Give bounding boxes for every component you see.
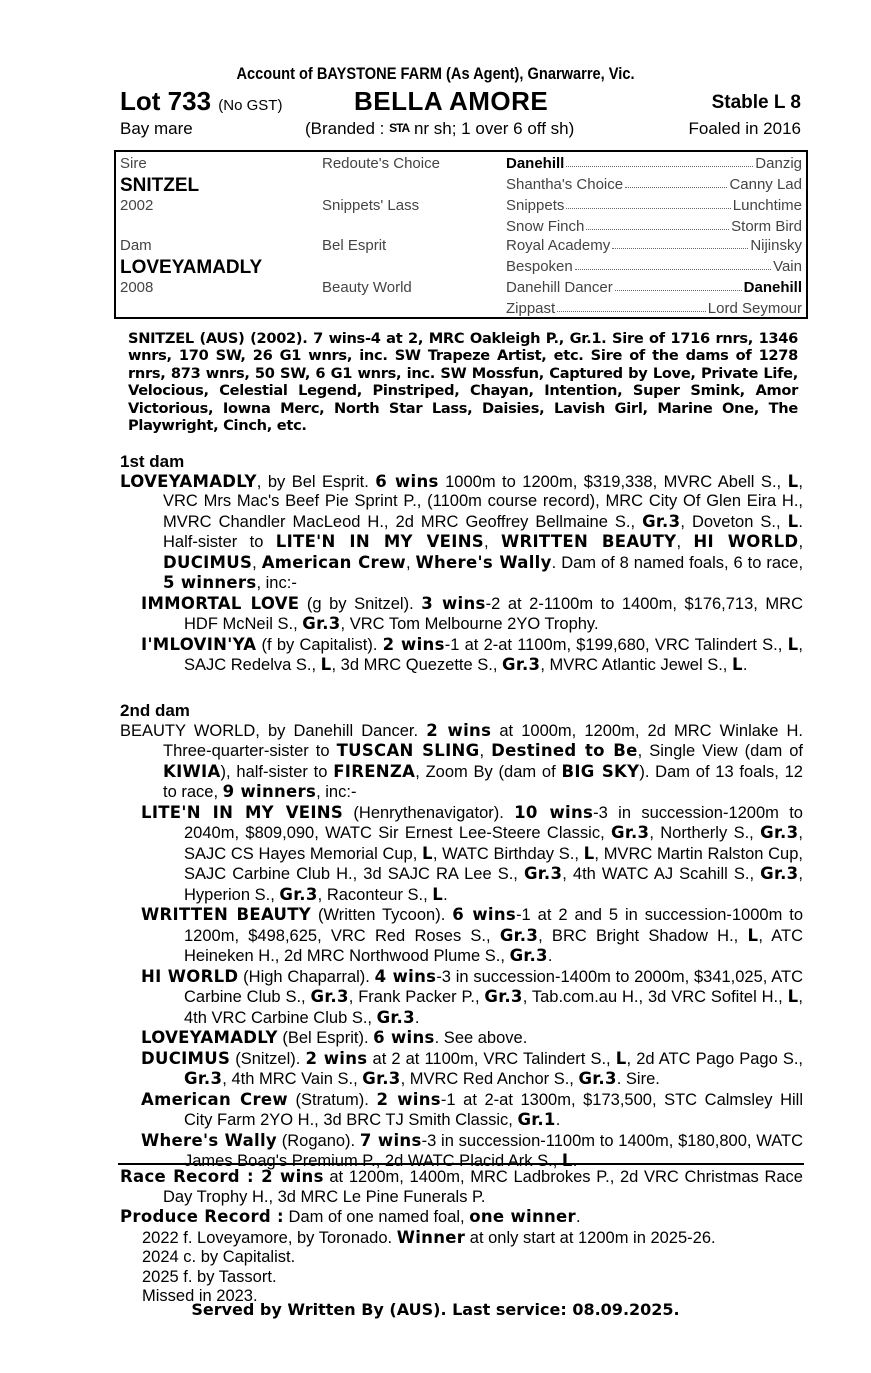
ancestor-sire: Vain <box>773 258 802 275</box>
text-segment: , Tab.com.au H., 3d VRC Sofitel H., <box>522 988 788 1006</box>
bold-segment: Gr.3 <box>279 884 318 904</box>
progeny-entry <box>120 635 803 676</box>
text-segment: , MVRC Martin Ralston Cup, SAJC Carbine Club H., 3d SAJC RA Lee S., <box>184 844 803 883</box>
text-segment: , <box>676 533 694 551</box>
bold-segment: 2 wins <box>376 1089 441 1109</box>
text-segment: (f by Capitalist). <box>256 635 383 654</box>
text-segment: , inc:- <box>256 574 297 592</box>
ancestor-sire: Storm Bird <box>731 218 802 235</box>
bold-segment: 2 wins <box>305 1048 368 1068</box>
bold-segment: Gr.3 <box>362 1069 401 1088</box>
bold-segment: L <box>320 655 332 674</box>
ancestor-name: Bespoken <box>506 258 573 275</box>
bold-segment: Gr.3 <box>502 655 541 674</box>
produce-list <box>120 1228 803 1307</box>
text-segment: (Written Tycoon). <box>311 906 453 924</box>
ancestor-sire: Canny Lad <box>729 176 802 193</box>
pedigree-table <box>114 150 808 319</box>
text-segment: -3 in succession-1100m to 1400m, $180,800, WATC James Boag's Premium P., 2d WATC Placid Ark S., <box>184 1131 803 1170</box>
text-segment: , VRC Mrs Mac's Beef Pie Sprint P., (1100m course record), MRC City Of Glen Eira H., MVRC Chandler MacLeod H., 2d MRC Geoffrey Bellmaine S., <box>163 472 803 531</box>
bold-segment: 4 wins <box>374 966 437 986</box>
sex-colour: Bay mare <box>120 119 193 138</box>
bold-segment: DUCIMUS <box>141 1048 231 1068</box>
dotted-leader <box>586 218 729 230</box>
bold-segment: 6 wins <box>373 1028 435 1047</box>
text-segment: , 4th VRC Carbine Club S., <box>184 988 803 1027</box>
bold-segment: HI WORLD <box>693 532 799 551</box>
progeny-entry <box>120 594 803 635</box>
ancestor-name: Danehill Dancer <box>506 279 613 296</box>
bold-segment: Where's Wally <box>415 552 552 572</box>
bold-segment: 3 wins <box>421 593 486 613</box>
bold-segment: Gr.3 <box>310 987 349 1006</box>
text-segment: (Bel Esprit). <box>277 1029 374 1047</box>
first-dam-progeny <box>120 594 803 676</box>
dotted-leader <box>566 155 753 167</box>
text-segment: , Hyperion S., <box>184 865 804 904</box>
text-segment: , WATC Birthday S., <box>432 844 584 863</box>
great-grandparent-row <box>506 197 802 214</box>
bold-segment: HI WORLD <box>141 966 239 986</box>
section-divider <box>118 1163 804 1165</box>
bold-segment: L <box>583 843 595 863</box>
text-segment: , ATC Heineken H., 2d MRC Northwood Plume S., <box>184 926 803 965</box>
produce-item <box>142 1268 803 1288</box>
text-segment: , <box>484 533 501 551</box>
text-segment: , Zoom By (dam of <box>415 762 562 781</box>
bold-segment: Gr.3 <box>611 823 650 842</box>
text-segment: . Dam of 8 named foals, 6 to race, <box>551 553 804 572</box>
bold-segment: WRITTEN BEAUTY <box>500 532 677 551</box>
brand-mark-icon: STA <box>389 121 410 135</box>
sire-name: SNITZEL <box>120 175 200 196</box>
text-segment: , VRC Tom Melbourne 2YO Trophy. <box>340 615 599 633</box>
gst-note: (No GST) <box>218 97 283 114</box>
text-segment: -1 at 2-at 1100m, $199,680, VRC Talindert S., <box>444 635 788 654</box>
text-segment: 2025 f. by Tassort. <box>142 1267 277 1286</box>
text-segment: . See above. <box>434 1029 528 1047</box>
text-segment: (Rogano). <box>276 1131 360 1150</box>
text-segment: . <box>555 1111 561 1129</box>
brand-description <box>305 119 574 139</box>
bold-segment: L <box>747 925 759 945</box>
bold-segment: 7 wins <box>359 1130 422 1150</box>
sire-year: 2002 <box>120 197 154 214</box>
text-segment: , SAJC CS Hayes Memorial Cup, <box>184 824 803 863</box>
second-dam-progeny <box>120 803 803 1172</box>
text-segment: , Raconteur S., <box>317 885 433 904</box>
great-grandparent-row <box>506 237 802 254</box>
bold-segment: 6 wins <box>452 905 517 924</box>
text-segment: ). Dam of 13 foals, 12 to race, <box>163 762 803 801</box>
text-segment: . Sire. <box>616 1070 660 1088</box>
text-segment: , Frank Packer P., <box>348 988 485 1006</box>
text-segment: (Snitzel). <box>230 1049 306 1068</box>
race-record <box>120 1167 803 1207</box>
progeny-entry <box>120 905 803 967</box>
text-segment: , <box>405 553 416 572</box>
dotted-leader <box>615 279 742 291</box>
progeny-entry <box>120 1131 803 1172</box>
text-segment: , 4th WATC AJ Scahill S., <box>562 865 761 883</box>
bold-segment: American Crew <box>261 552 406 572</box>
bold-segment: KIWIA <box>163 761 221 781</box>
bold-segment: L <box>787 634 799 654</box>
grandparent: Snippets' Lass <box>322 197 420 214</box>
ancestor-name: Danehill <box>506 155 565 172</box>
bold-segment: Gr.3 <box>760 864 799 883</box>
first-dam-paragraph <box>120 472 803 594</box>
bold-segment: Gr.3 <box>376 1007 415 1027</box>
bold-segment: DUCIMUS <box>163 552 253 572</box>
bold-segment: L <box>432 884 444 904</box>
text-segment: -2 at 2-1100m to 1400m, $176,713, MRC HDF McNeil S., <box>184 594 803 633</box>
dotted-leader <box>612 237 748 249</box>
grandparent: Beauty World <box>322 279 412 296</box>
bold-segment: LOVEYAMADLY <box>141 1028 278 1047</box>
text-segment: , Doveton S., <box>680 512 788 531</box>
bold-segment: L <box>422 843 433 863</box>
text-segment: . <box>575 1208 581 1226</box>
bold-segment: American Crew <box>141 1089 288 1109</box>
dam-label: Dam <box>120 237 152 254</box>
first-dam-heading: 1st dam <box>120 452 185 471</box>
text-segment: . Half-sister to <box>163 512 804 551</box>
text-segment: at only start at 1200m in 2025-26. <box>465 1228 716 1247</box>
text-segment: (Henrythenavigator). <box>343 803 515 822</box>
bold-segment: Gr.3 <box>578 1069 617 1088</box>
text-segment: , by Bel Esprit. <box>256 472 376 491</box>
bold-segment: BIG SKY <box>561 761 640 781</box>
ancestor-name: Snippets <box>506 197 565 214</box>
great-grandparent-row <box>506 279 802 296</box>
text-segment: Dam of one named foal, <box>283 1208 470 1226</box>
bold-segment: LOVEYAMADLY <box>120 471 257 491</box>
bold-segment: Winner <box>396 1227 466 1247</box>
lot-label: Lot 733 <box>120 86 212 116</box>
second-dam-heading: 2nd dam <box>120 701 190 720</box>
great-grandparent-row <box>506 155 802 172</box>
bold-segment: Gr.3 <box>509 946 548 965</box>
bold-segment: Produce Record : <box>120 1207 284 1226</box>
ancestor-sire: Nijinsky <box>750 237 802 254</box>
dotted-leader <box>557 300 706 312</box>
bold-segment: TUSCAN SLING <box>336 741 480 760</box>
served-by-note: Served by Written By (AUS). Last service: 08.09.2025. <box>191 1300 680 1319</box>
text-segment: , MVRC Atlantic Jewel S., <box>540 656 732 674</box>
text-segment: , Northerly S., <box>649 824 761 842</box>
bold-segment: Gr.3 <box>484 987 523 1006</box>
bold-segment: Gr.3 <box>302 614 341 633</box>
text-segment: , 3d MRC Quezette S., <box>331 656 503 674</box>
bold-segment: L <box>615 1048 627 1068</box>
text-segment: ), half-sister to <box>220 762 334 781</box>
text-segment: . <box>414 1008 420 1027</box>
progeny-entry <box>120 1090 803 1131</box>
sire-summary: SNITZEL (AUS) (2002). 7 wins-4 at 2, MRC Oakleigh P., Gr.1. Sire of 1716 rnrs, 1346 wnrs, 170 SW, 26 G1 wnrs, inc. SW Trapeze Artist, etc. Sire of the dams of 1278 rnrs, 873 wnrs, 50 SW, 6 G1 wnrs, inc. SW Mossfun, Captured by Love, Private Life, Velocious, Celestial Legend, Pinstriped, Chayan, Intention, Super Smink, Amor Victorious, Iowna Merc, North Star Lass, Daisies, Lavish Girl, Marine One, The Playwright, Cinch, etc. <box>128 330 798 435</box>
stable-location: Stable L 8 <box>711 92 801 113</box>
bold-segment: 5 winners <box>163 573 257 592</box>
foaled-year: Foaled in 2016 <box>688 119 801 138</box>
grandparent: Bel Esprit <box>322 237 387 254</box>
text-segment: at 2 at 1100m, VRC Talindert S., <box>367 1049 616 1068</box>
dotted-leader <box>625 176 727 188</box>
ancestor-sire: Lunchtime <box>732 197 802 214</box>
bold-segment: Gr.3 <box>184 1069 223 1088</box>
bold-segment: LITE'N IN MY VEINS <box>141 802 344 822</box>
records-section <box>120 1167 803 1307</box>
bold-segment: L <box>561 1151 573 1170</box>
text-segment: , <box>252 553 262 572</box>
lot-number <box>120 86 282 117</box>
text-segment: -3 in succession-1200m to 2040m, $809,090, WATC Sir Ernest Lee-Steere Classic, <box>184 803 803 842</box>
bold-segment: FIRENZA <box>333 761 416 781</box>
bold-segment: Where's Wally <box>141 1130 277 1150</box>
bold-segment: L <box>787 471 799 491</box>
grandparent: Redoute's Choice <box>322 155 440 172</box>
bold-segment: Destined to Be <box>491 741 638 760</box>
text-segment: (g by Snitzel). <box>299 594 422 613</box>
text-segment: -1 at 2 and 5 in succession-1000m to 1200m, $498,625, VRC Red Roses S., <box>184 906 804 945</box>
bold-segment: Race Record : 2 wins <box>120 1167 324 1186</box>
great-grandparent-row <box>506 258 802 275</box>
text-segment: BEAUTY WORLD, by Danehill Dancer. <box>120 721 427 740</box>
bold-segment: Gr.3 <box>760 823 799 842</box>
text-segment: , 2d ATC Pago Pago S., <box>626 1049 803 1068</box>
great-grandparent-row <box>506 176 802 193</box>
bold-segment: Gr.3 <box>523 864 563 883</box>
text-segment: 2022 f. Loveyamore, by Toronado. <box>142 1228 397 1247</box>
first-dam-section <box>120 452 803 676</box>
bold-segment: Gr.3 <box>642 511 681 531</box>
bold-segment: L <box>731 655 743 674</box>
produce-item <box>142 1248 803 1268</box>
dam-name: LOVEYAMADLY <box>120 257 263 278</box>
bold-segment: 2 wins <box>382 634 445 654</box>
dotted-leader <box>566 197 730 209</box>
brand-suffix: nr sh; 1 over 6 off sh) <box>409 119 575 138</box>
brand-prefix: (Branded : <box>305 119 390 138</box>
second-dam-section <box>120 701 803 1172</box>
text-segment: 2024 c. by Capitalist. <box>142 1248 296 1266</box>
bold-segment: LITE'N IN MY VEINS <box>275 532 484 551</box>
bold-segment: I'MLOVIN'YA <box>141 634 257 654</box>
horse-name: BELLA AMORE <box>354 86 549 116</box>
produce-record <box>120 1207 803 1228</box>
text-segment: Missed in 2023. <box>142 1287 258 1305</box>
bold-segment: Gr.3 <box>499 925 539 945</box>
text-segment: , <box>479 742 492 760</box>
bold-segment: WRITTEN BEAUTY <box>141 905 312 924</box>
bold-segment: L <box>787 987 799 1006</box>
bold-segment: L <box>787 511 799 531</box>
ancestor-sire: Danzig <box>755 155 802 172</box>
vendor-account: Account of BAYSTONE FARM (As Agent), Gnarwarre, Vic. <box>236 64 635 83</box>
dotted-leader <box>575 258 771 270</box>
text-segment: , MVRC Red Anchor S., <box>400 1070 579 1088</box>
text-segment: , 4th MRC Vain S., <box>222 1070 363 1088</box>
text-segment: . <box>572 1152 578 1170</box>
sire-label: Sire <box>120 155 147 172</box>
bold-segment: 9 winners <box>222 782 317 801</box>
produce-item <box>142 1228 803 1249</box>
bold-segment: 6 wins <box>375 471 439 491</box>
ancestor-name: Snow Finch <box>506 218 585 235</box>
ancestor-sire: Lord Seymour <box>707 300 802 317</box>
ancestor-name: Royal Academy <box>506 237 611 254</box>
bold-segment: one winner <box>469 1207 576 1226</box>
text-segment: (High Chaparral). <box>238 967 375 986</box>
great-grandparent-row <box>506 218 802 235</box>
ancestor-name: Zippast <box>506 300 556 317</box>
text-segment: at 1200m, 1400m, MRC Ladbrokes P., 2d VRC Christmas Race Day Trophy H., 3d MRC Le Pine Funerals P. <box>163 1168 803 1206</box>
bold-segment: IMMORTAL LOVE <box>141 593 300 613</box>
ancestor-name: Shantha's Choice <box>506 176 624 193</box>
bold-segment: 2 wins <box>426 720 492 740</box>
text-segment: . <box>742 656 748 674</box>
progeny-entry <box>120 1049 803 1090</box>
text-segment: . <box>547 947 553 965</box>
progeny-entry <box>120 967 803 1029</box>
text-segment: . <box>443 885 448 904</box>
great-grandparent-row <box>506 300 802 317</box>
text-segment: , Single View (dam of <box>637 742 803 760</box>
text-segment: , <box>798 533 804 551</box>
text-segment: , inc:- <box>316 783 357 801</box>
progeny-entry <box>120 1028 803 1049</box>
text-segment: -1 at 2-at 1300m, $173,500, STC Calmsley Hill City Farm 2YO H., 3d BRC TJ Smith Classic, <box>184 1090 804 1129</box>
bold-segment: 10 wins <box>514 802 594 822</box>
bold-segment: Gr.1 <box>517 1110 556 1129</box>
dam-year: 2008 <box>120 279 154 296</box>
text-segment: (Stratum). <box>287 1090 377 1109</box>
progeny-entry <box>120 803 803 906</box>
text-segment: -3 in succession-1400m to 2000m, $341,025, ATC Carbine Club S., <box>184 967 803 1006</box>
ancestor-sire: Danehill <box>743 279 802 296</box>
text-segment: 1000m to 1200m, $319,338, MVRC Abell S., <box>438 472 788 491</box>
text-segment: , BRC Bright Shadow H., <box>538 926 748 945</box>
text-segment: , SAJC Redelva S., <box>184 635 803 674</box>
second-dam-paragraph <box>120 721 803 803</box>
text-segment: at 1000m, 1200m, 2d MRC Winlake H. Three-quarter-sister to <box>163 721 803 760</box>
